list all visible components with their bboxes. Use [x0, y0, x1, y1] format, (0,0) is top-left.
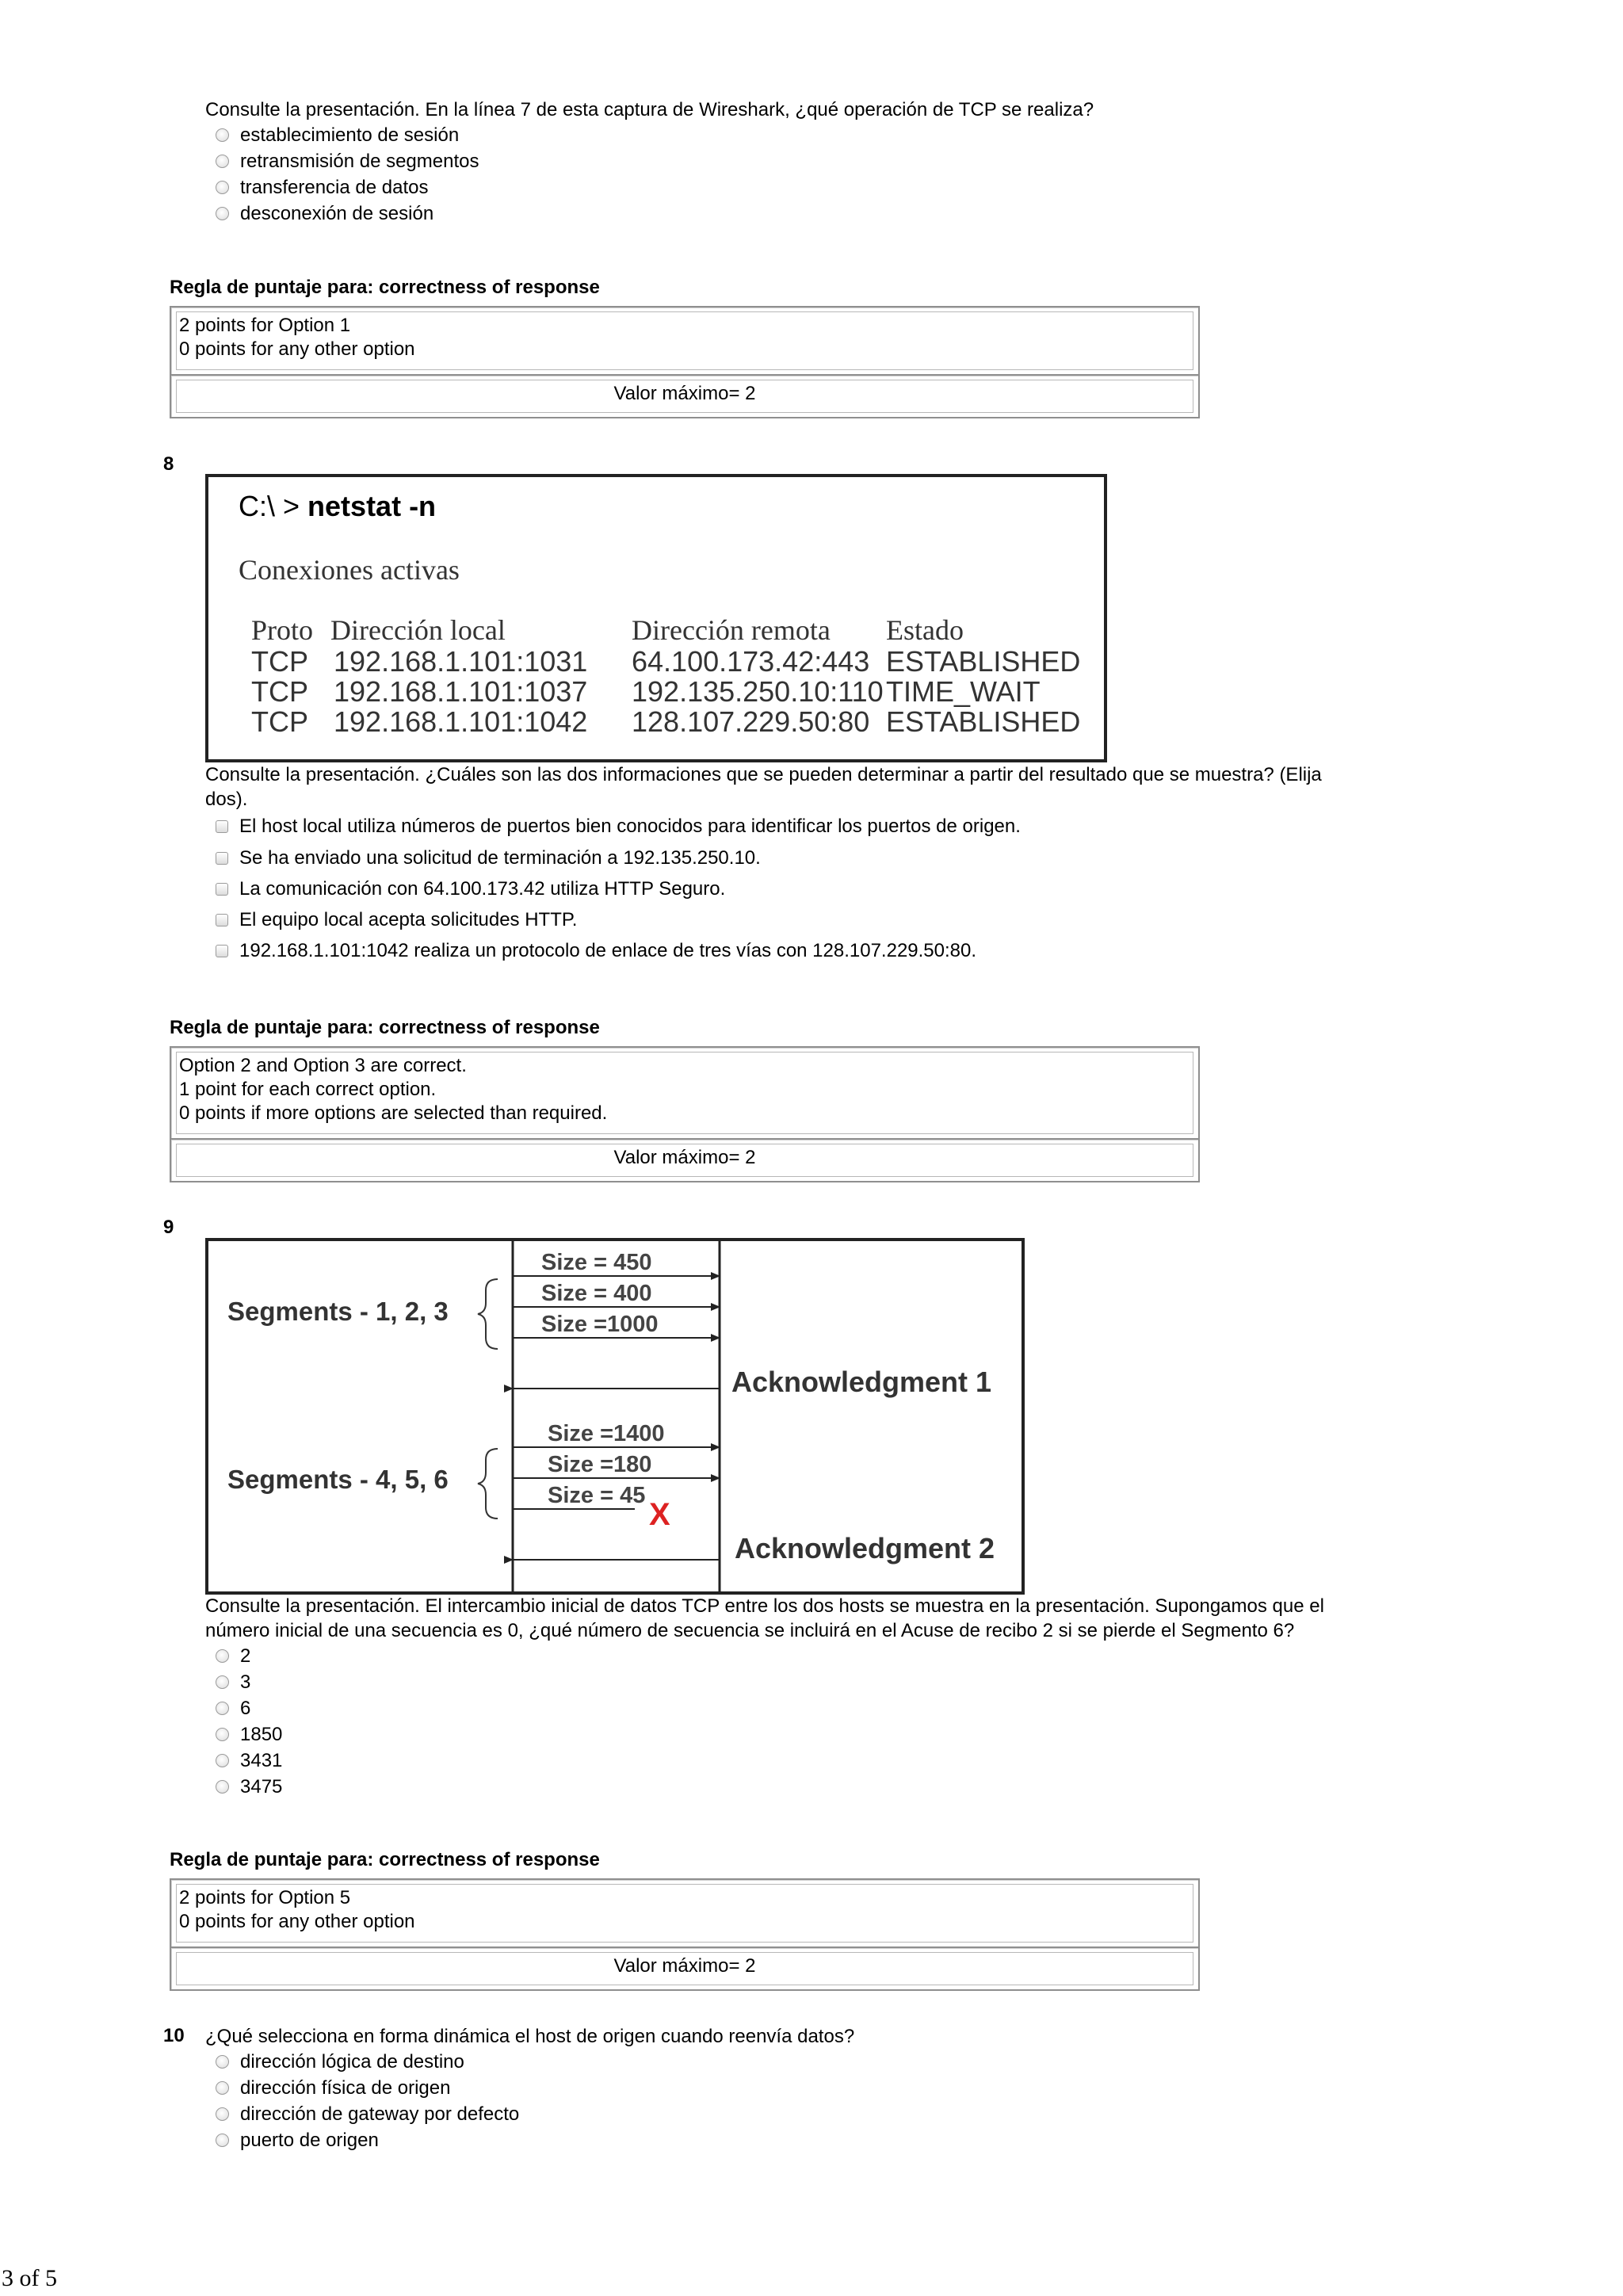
table-cell: TIME_WAIT — [886, 675, 1041, 708]
table-cell: TCP — [251, 645, 308, 678]
command-text: netstat -n — [307, 490, 437, 522]
radio-icon[interactable] — [216, 1728, 229, 1741]
group2-brace — [478, 1449, 498, 1519]
table-cell: 64.100.173.42:443 — [632, 645, 870, 678]
q9-rule-content — [176, 1884, 1193, 1943]
radio-icon[interactable] — [216, 1780, 229, 1794]
q7-option-2[interactable]: retransmisión de segmentos — [216, 149, 479, 174]
q8-option-1[interactable]: El host local utiliza números de puertos bien conocidos para identificar los puertos de origen. — [216, 814, 1021, 839]
tcp-segments-diagram — [208, 1241, 1022, 1591]
checkbox-icon[interactable] — [216, 883, 228, 896]
question-9-text-line2: número inicial de una secuencia es 0, ¿qué número de secuencia se incluirá en el Acuse de recibo 2 si se pierde el Segmento 6? — [205, 1620, 1295, 1641]
q7-option-3[interactable]: transferencia de datos — [216, 175, 428, 200]
q8-rule-title: Regla de puntaje para: correctness of response — [170, 1017, 600, 1038]
checkbox-icon[interactable] — [216, 820, 228, 833]
table-cell: TCP — [251, 675, 308, 708]
q7-option-1[interactable]: establecimiento de sesión — [216, 123, 459, 147]
table-cell: 192.135.250.10:110 — [632, 675, 884, 708]
radio-icon[interactable] — [216, 181, 229, 194]
q10-option-4[interactable]: puerto de origen — [216, 2128, 379, 2153]
group1-label: Segments - 1, 2, 3 — [227, 1297, 449, 1326]
rule-line: 0 points for any other option — [179, 338, 415, 360]
radio-icon[interactable] — [216, 2134, 229, 2147]
q8-option-2[interactable]: Se ha enviado una solicitud de terminación a 192.135.250.10. — [216, 846, 761, 870]
question-9-text-line1: Consulte la presentación. El intercambio inicial de datos TCP entre los dos hosts se muestra en la presentación. Supongamos que el — [205, 1595, 1324, 1617]
group2-label: Segments - 4, 5, 6 — [227, 1465, 449, 1494]
q9-option-5[interactable]: 3431 — [216, 1748, 282, 1773]
col-header-proto: Proto — [251, 614, 314, 646]
rule-line: 1 point for each correct option. — [179, 1079, 437, 1100]
table-cell: 192.168.1.101:1031 — [334, 645, 588, 678]
checkbox-icon[interactable] — [216, 914, 228, 926]
group2-size-2: Size =180 — [548, 1452, 652, 1477]
radio-icon[interactable] — [216, 128, 229, 142]
checkbox-icon[interactable] — [216, 945, 228, 957]
col-header-remote: Dirección remota — [632, 614, 831, 646]
q9-max-value: Valor máximo= 2 — [176, 1952, 1193, 1985]
q7-max-box — [170, 374, 1200, 418]
question-8-text-line1: Consulte la presentación. ¿Cuáles son las dos informaciones que se pueden determinar a partir del resultado que se muestra? (Elija — [205, 764, 1322, 785]
group2-size-1: Size =1400 — [548, 1421, 665, 1446]
ack2-label: Acknowledgment 2 — [735, 1532, 995, 1564]
q10-option-2[interactable]: dirección física de origen — [216, 2076, 450, 2100]
checkbox-icon[interactable] — [216, 852, 228, 865]
tcp-segments-figure — [205, 1238, 1025, 1595]
rule-line: 0 points if more options are selected than required. — [179, 1102, 608, 1124]
radio-icon[interactable] — [216, 1754, 229, 1767]
q10-option-3[interactable]: dirección de gateway por defecto — [216, 2102, 519, 2126]
group1-size-1: Size = 450 — [541, 1250, 652, 1275]
question-8-number: 8 — [163, 453, 174, 475]
q9-option-4[interactable]: 1850 — [216, 1722, 282, 1747]
q7-rule-content — [176, 311, 1193, 370]
netstat-subtitle: Conexiones activas — [239, 554, 460, 586]
q9-option-6[interactable]: 3475 — [216, 1775, 282, 1799]
netstat-figure — [205, 474, 1107, 762]
question-7-text: Consulte la presentación. En la línea 7 de esta captura de Wireshark, ¿qué operación de TCP se realiza? — [205, 99, 1094, 120]
q8-max-value: Valor máximo= 2 — [176, 1144, 1193, 1177]
radio-icon[interactable] — [216, 1675, 229, 1689]
radio-icon[interactable] — [216, 207, 229, 220]
col-header-local: Dirección local — [330, 614, 506, 646]
q7-rule-box — [170, 306, 1200, 376]
q8-rule-box — [170, 1046, 1200, 1140]
radio-icon[interactable] — [216, 2107, 229, 2121]
page-number: 3 of 5 — [2, 2265, 57, 2291]
group1-size-2: Size = 400 — [541, 1281, 652, 1306]
col-header-state: Estado — [886, 614, 964, 646]
q9-rule-title: Regla de puntaje para: correctness of response — [170, 1849, 600, 1870]
q8-option-3[interactable]: La comunicación con 64.100.173.42 utiliza HTTP Seguro. — [216, 877, 725, 901]
q9-option-3[interactable]: 6 — [216, 1696, 250, 1721]
question-9-number: 9 — [163, 1217, 174, 1238]
rule-line: Option 2 and Option 3 are correct. — [179, 1055, 467, 1076]
table-cell: ESTABLISHED — [886, 645, 1081, 678]
q9-option-1[interactable]: 2 — [216, 1644, 250, 1668]
group1-size-3: Size =1000 — [541, 1312, 659, 1337]
rule-line: 0 points for any other option — [179, 1911, 415, 1932]
group1-brace — [478, 1279, 498, 1349]
table-cell: 192.168.1.101:1042 — [334, 705, 588, 738]
group2-size-3: Size = 45 — [548, 1483, 646, 1508]
q10-option-1[interactable]: dirección lógica de destino — [216, 2050, 464, 2074]
rule-line: 2 points for Option 5 — [179, 1887, 351, 1908]
question-8-text-line2: dos). — [205, 789, 248, 810]
table-cell: 128.107.229.50:80 — [632, 705, 870, 738]
q8-rule-content — [176, 1052, 1193, 1134]
radio-icon[interactable] — [216, 155, 229, 168]
radio-icon[interactable] — [216, 1702, 229, 1715]
netstat-command-line — [239, 490, 436, 523]
q9-option-2[interactable]: 3 — [216, 1670, 250, 1694]
ack1-label: Acknowledgment 1 — [731, 1366, 992, 1398]
q7-max-value: Valor máximo= 2 — [176, 380, 1193, 413]
table-cell: ESTABLISHED — [886, 705, 1081, 738]
table-cell: 192.168.1.101:1037 — [334, 675, 588, 708]
question-10-number: 10 — [163, 2025, 185, 2046]
radio-icon[interactable] — [216, 2081, 229, 2095]
q9-max-box — [170, 1946, 1200, 1991]
q7-option-4[interactable]: desconexión de sesión — [216, 201, 433, 226]
lost-segment-x-icon: X — [649, 1497, 670, 1532]
q8-option-4[interactable]: El equipo local acepta solicitudes HTTP. — [216, 907, 577, 932]
table-cell: TCP — [251, 705, 308, 738]
rule-line: 2 points for Option 1 — [179, 315, 351, 336]
q7-rule-title: Regla de puntaje para: correctness of response — [170, 277, 600, 298]
q8-max-box — [170, 1138, 1200, 1182]
q9-rule-box — [170, 1878, 1200, 1948]
radio-icon[interactable] — [216, 1649, 229, 1663]
radio-icon[interactable] — [216, 2055, 229, 2069]
prompt-text: C:\ > — [239, 490, 300, 522]
q8-option-5[interactable]: 192.168.1.101:1042 realiza un protocolo de enlace de tres vías con 128.107.229.50:80. — [216, 938, 976, 963]
question-10-text: ¿Qué selecciona en forma dinámica el host de origen cuando reenvía datos? — [205, 2026, 855, 2047]
